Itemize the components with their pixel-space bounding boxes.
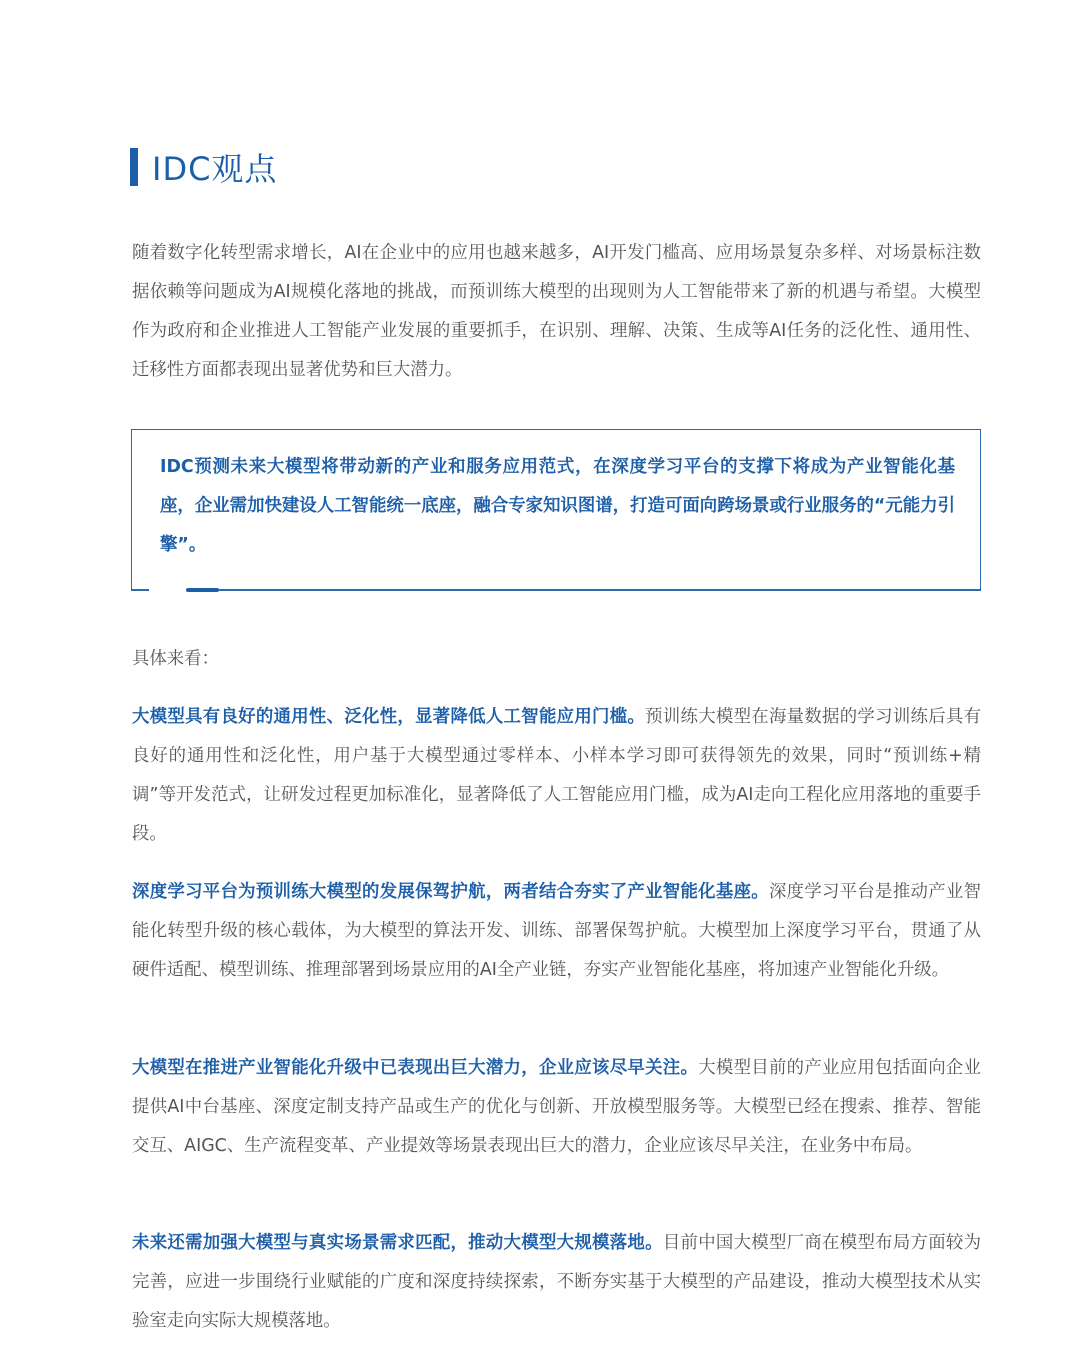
section-title-text: IDC观点 (152, 150, 278, 188)
point-paragraph (132, 698, 981, 854)
point-heading: 深度学习平台为预训练大模型的发展保驾护航，两者结合夯实了产业智能化基座。 (132, 882, 769, 902)
title-accent-bar (130, 148, 138, 186)
section-title (130, 148, 277, 186)
callout-text: IDC预测未来大模型将带动新的产业和服务应用范式，在深度学习平台的支撑下将成为产业智能化基座，企业需加快建设人工智能统一底座，融合专家知识图谱，打造可面向跨场景或行业服务的“元能力引擎”。 (160, 457, 955, 555)
point-heading: 大模型在推进产业智能化升级中已表现出巨大潜力，企业应该尽早关注。 (132, 1058, 699, 1078)
callout-border-bottom (219, 589, 981, 591)
point-paragraph (132, 873, 981, 990)
point-heading: 未来还需加强大模型与真实场景需求匹配，推动大模型大规模落地。 (132, 1233, 663, 1253)
intro-paragraph: 随着数字化转型需求增长，AI在企业中的应用也越来越多，AI开发门槛高、应用场景复杂多样、对场景标注数据依赖等问题成为AI规模化落地的挑战，而预训练大模型的出现则为人工智能带来了新的机遇与希望。大模型作为政府和企业推进人工智能产业发展的重要抓手，在识别、理解、决策、生成等AI任务的泛化性、通用性、迁移性方面都表现出显著优势和巨大潜力。 (132, 243, 981, 380)
callout-box (131, 429, 981, 590)
point-paragraph (132, 1224, 981, 1341)
point-body: 大模型目前的产业应用包括面向企业提供AI中台基座、深度定制支持产品或生产的优化与创新、开放模型服务等。大模型已经在搜索、推荐、智能交互、AIGC、生产流程变革、产业提效等场景表现出巨大的潜力，企业应该尽早关注，在业务中布局。 (132, 1058, 981, 1156)
point-heading: 大模型具有良好的通用性、泛化性，显著降低人工智能应用门槛。 (132, 707, 646, 727)
callout-border-left-segment (131, 589, 149, 591)
point-paragraph (132, 1049, 981, 1166)
point-body: 深度学习平台是推动产业智能化转型升级的核心载体，为大模型的算法开发、训练、部署保驾护航。大模型加上深度学习平台，贯通了从硬件适配、模型训练、推理部署到场景应用的AI全产业链，夯实产业智能化基座，将加速产业智能化升级。 (132, 882, 981, 980)
callout-accent-bar (186, 588, 219, 592)
lead-text: 具体来看： (132, 649, 219, 669)
point-body: 预训练大模型在海量数据的学习训练后具有良好的通用性和泛化性，用户基于大模型通过零样本、小样本学习即可获得领先的效果，同时“预训练+精调”等开发范式，让研发过程更加标准化，显著降低了人工智能应用门槛，成为AI走向工程化应用落地的重要手段。 (132, 707, 981, 844)
point-body: 目前中国大模型厂商在模型布局方面较为完善，应进一步围绕行业赋能的广度和深度持续探索，不断夯实基于大模型的产品建设，推动大模型技术从实验室走向实际大规模落地。 (132, 1233, 981, 1331)
